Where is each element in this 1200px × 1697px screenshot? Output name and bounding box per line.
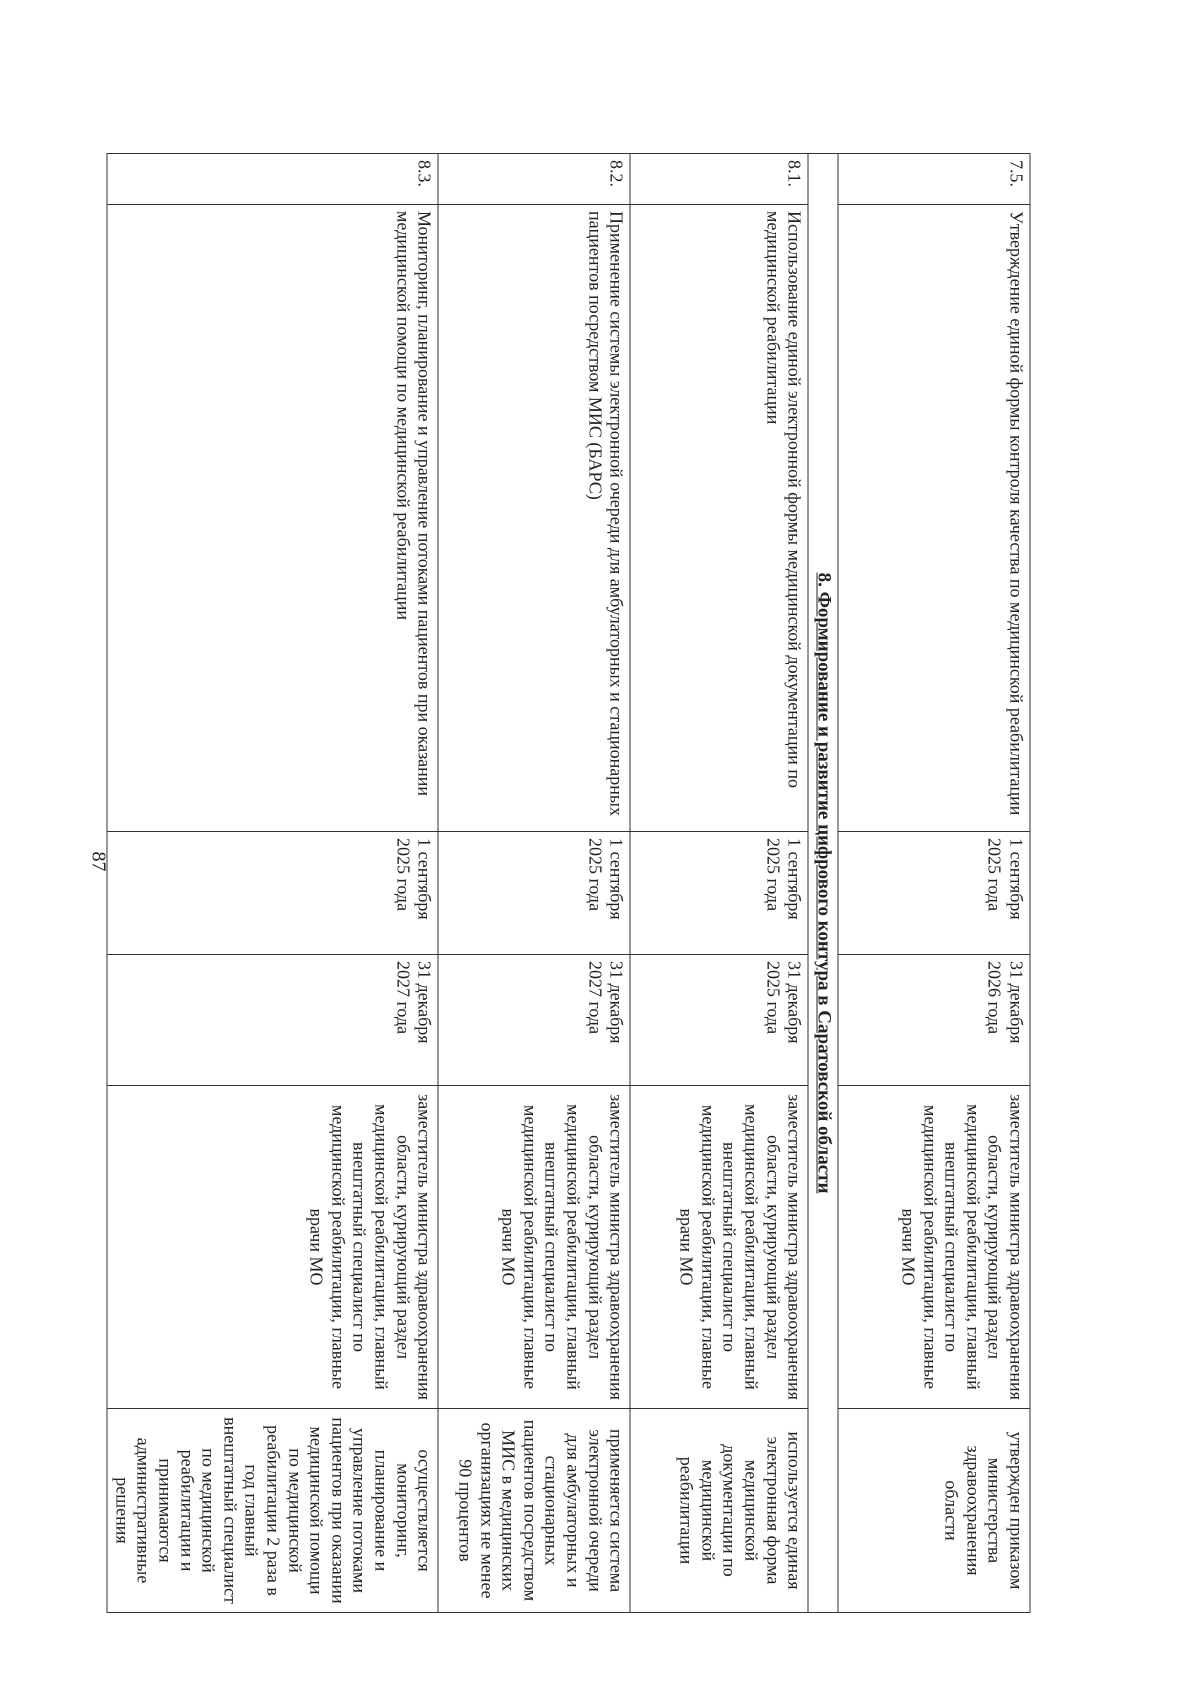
end-date: 31 декабря 2027 года bbox=[438, 955, 630, 1086]
start-date: 1 сентября 2025 года bbox=[438, 832, 630, 955]
action-text: Применение системы электронной очереди для амбулаторных и стационарных пациентов посредством МИС (БАРС) bbox=[438, 205, 630, 832]
action-text: Использование единой электронной формы медицинской документации по медицинской реабилитации bbox=[630, 205, 808, 832]
table-row bbox=[438, 154, 630, 1613]
row-number: 8.3. bbox=[107, 154, 438, 205]
responsible-persons: заместитель министра здравоохранения области, курирующий раздел медицинской реабилитации, главный внештатный специалист по медицинской реабилитации, главные врачи МО bbox=[438, 1086, 630, 1409]
table-row bbox=[107, 154, 438, 1613]
expected-result: утвержден приказом министерства здравоохранения области bbox=[838, 1409, 1030, 1613]
row-number: 8.1. bbox=[630, 154, 808, 205]
start-date: 1 сентября 2025 года bbox=[630, 832, 808, 955]
row-number: 7.5. bbox=[838, 154, 1030, 205]
page-number: 87 bbox=[87, 851, 110, 872]
row-number: 8.2. bbox=[438, 154, 630, 205]
table-row bbox=[838, 154, 1030, 1613]
expected-result: осуществляется мониторинг, планирование и управление потоками пациентов при оказании медицинской помощи по медицинской реабилитации 2 раза в год главный внештатный специалист по медицинской реабилитации и принимаются административные решения bbox=[107, 1409, 438, 1613]
responsible-persons: заместитель министра здравоохранения области, курирующий раздел медицинской реабилитации, главный внештатный специалист по медицинской реабилитации, главные врачи МО bbox=[630, 1086, 808, 1409]
start-date: 1 сентября 2025 года bbox=[107, 832, 438, 955]
action-text: Утверждение единой формы контроля качества по медицинской реабилитации bbox=[838, 205, 1030, 832]
responsible-persons: заместитель министра здравоохранения области, курирующий раздел медицинской реабилитации, главный внештатный специалист по медицинской реабилитации, главные врачи МО bbox=[107, 1086, 438, 1409]
end-date: 31 декабря 2025 года bbox=[630, 955, 808, 1086]
section-header-row bbox=[808, 154, 838, 1613]
expected-result: используется единая электронная форма медицинской документации по медицинской реабилитации bbox=[630, 1409, 808, 1613]
start-date: 1 сентября 2025 года bbox=[838, 832, 1030, 955]
document-table-rotated bbox=[111, 153, 1030, 1613]
action-plan-table bbox=[106, 153, 1030, 1613]
section-title-text: 8. Формирование и развитие цифрового контура в Саратовской области bbox=[813, 572, 834, 1194]
table-row bbox=[630, 154, 808, 1613]
section-title bbox=[808, 154, 838, 1613]
expected-result: применяется система электронной очереди для амбулаторных и стационарных пациентов посредством МИС в медицинских организациях не менее 90 процентов bbox=[438, 1409, 630, 1613]
responsible-persons: заместитель министра здравоохранения области, курирующий раздел медицинской реабилитации, главный внештатный специалист по медицинской реабилитации, главные врачи МО bbox=[838, 1086, 1030, 1409]
end-date: 31 декабря 2026 года bbox=[838, 955, 1030, 1086]
action-text: Мониторинг, планирование и управление потоками пациентов при оказании медицинской помощи по медицинской реабилитации bbox=[107, 205, 438, 832]
end-date: 31 декабря 2027 года bbox=[107, 955, 438, 1086]
